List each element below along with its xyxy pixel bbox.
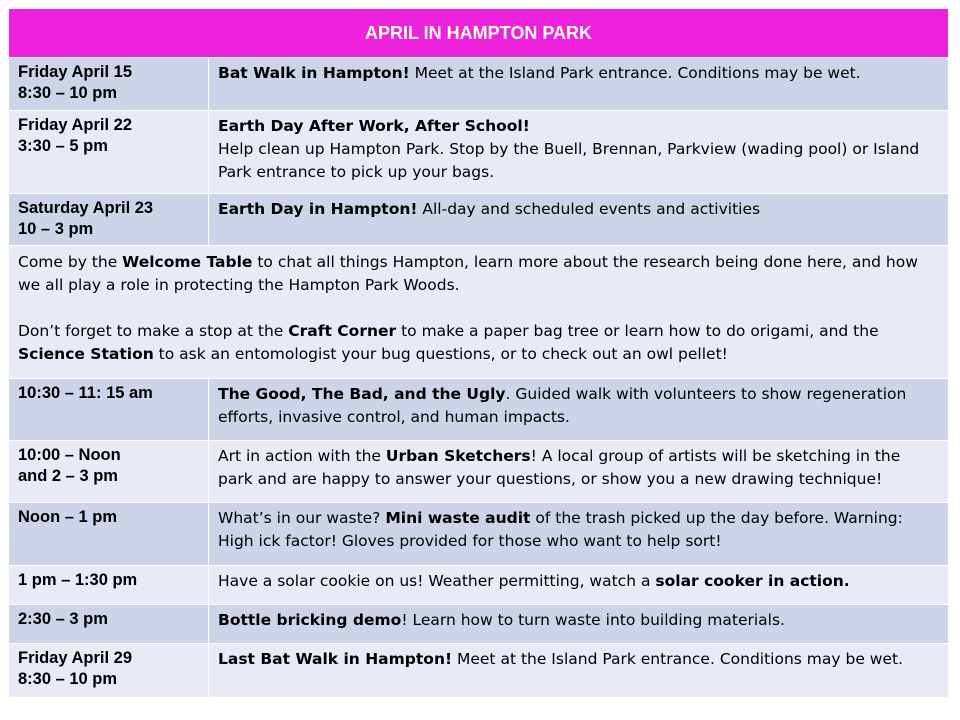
event-time: [9, 194, 209, 246]
event-date: Friday April 29: [18, 649, 133, 667]
table-row: [9, 246, 949, 379]
event-hours: 10 – 3 pm: [18, 220, 94, 238]
event-time: [9, 605, 209, 644]
event-date: Friday April 22: [18, 116, 133, 134]
table-row: [9, 58, 949, 111]
event-details: Meet at the Island Park entrance. Conditions may be wet.: [452, 650, 904, 668]
event-details: What’s in our waste?: [218, 509, 386, 527]
event-hours: 3:30 – 5 pm: [18, 137, 108, 155]
event-name: Mini waste audit: [385, 509, 531, 527]
event-time: [9, 566, 209, 605]
table-row: [9, 194, 949, 246]
welcome-table-label: Welcome Table: [122, 253, 253, 271]
craft-corner-label: Craft Corner: [288, 322, 397, 340]
event-details: of the trash picked up the day before. Warning: High ick factor! Gloves provided for those who want to help sort!: [218, 509, 903, 550]
event-time: [9, 379, 209, 441]
event-name: Earth Day After Work, After School!: [218, 117, 530, 135]
event-time: [9, 58, 209, 111]
table-header-row: [9, 9, 949, 58]
event-details: ! Learn how to turn waste into building materials.: [401, 611, 785, 629]
event-details: Meet at the Island Park entrance. Conditions may be wet.: [409, 64, 861, 82]
event-time: [9, 111, 209, 194]
table-row: [9, 379, 949, 441]
event-details: Don’t forget to make a stop at the: [18, 322, 289, 340]
event-details: Art in action with the: [218, 447, 386, 465]
event-details: to ask an entomologist your bug questions, or to check out an owl pellet!: [153, 345, 728, 363]
event-hours: 10:30 – 11: 15 am: [18, 384, 153, 402]
event-schedule: [8, 8, 949, 698]
table-row: [9, 111, 949, 194]
event-date: Saturday April 23: [18, 199, 154, 217]
event-name: The Good, The Bad, and the Ugly: [218, 385, 506, 403]
event-name: solar cooker in action.: [655, 572, 850, 590]
event-details: to chat all things Hampton, learn more about the research being done here, and how we all play a role in protecting the Hampton Park Woods.: [18, 253, 918, 294]
event-name: Last Bat Walk in Hampton!: [218, 650, 453, 668]
event-description: [209, 194, 949, 246]
table-row: [9, 566, 949, 605]
schedule-table: [8, 8, 949, 698]
event-description: [209, 503, 949, 566]
event-hours: 8:30 – 10 pm: [18, 670, 118, 688]
event-name: Bat Walk in Hampton!: [218, 64, 410, 82]
event-details: ! A local group of artists will be sketching in the park and are happy to answer your questions, or show you a new drawing technique!: [218, 447, 901, 488]
event-name: Earth Day in Hampton!: [218, 200, 418, 218]
event-hours: 1 pm – 1:30 pm: [18, 571, 138, 589]
event-hours: 10:00 – Noon: [18, 446, 121, 464]
event-description: [209, 605, 949, 644]
event-hours: Noon – 1 pm: [18, 508, 118, 526]
event-name: Bottle bricking demo: [218, 611, 402, 629]
event-time: [9, 644, 209, 698]
event-time: [9, 503, 209, 566]
event-description: [9, 246, 949, 379]
event-name: Urban Sketchers: [385, 447, 531, 465]
event-description: [209, 566, 949, 605]
event-details: . Guided walk with volunteers to show regeneration efforts, invasive control, and human impacts.: [218, 385, 907, 426]
event-hours: 8:30 – 10 pm: [18, 84, 118, 102]
event-hours-extra: and 2 – 3 pm: [18, 467, 118, 485]
event-details: to make a paper bag tree or learn how to do origami, and the: [396, 322, 879, 340]
event-description: [209, 111, 949, 194]
page-title: APRIL IN HAMPTON PARK: [9, 9, 949, 58]
event-description: [209, 379, 949, 441]
event-hours: 2:30 – 3 pm: [18, 610, 108, 628]
event-details: All-day and scheduled events and activities: [417, 200, 761, 218]
event-description: [209, 58, 949, 111]
event-time: [9, 441, 209, 503]
event-details: Help clean up Hampton Park. Stop by the Buell, Brennan, Parkview (wading pool) or Island Park entrance to pick up your bags.: [218, 140, 920, 181]
table-row: [9, 503, 949, 566]
event-description: [209, 644, 949, 698]
event-date: Friday April 15: [18, 63, 133, 81]
event-details: Have a solar cookie on us! Weather permitting, watch a: [218, 572, 656, 590]
event-description: [209, 441, 949, 503]
table-row: [9, 441, 949, 503]
table-row: [9, 644, 949, 698]
event-details: Come by the: [18, 253, 123, 271]
table-row: [9, 605, 949, 644]
science-station-label: Science Station: [18, 345, 154, 363]
